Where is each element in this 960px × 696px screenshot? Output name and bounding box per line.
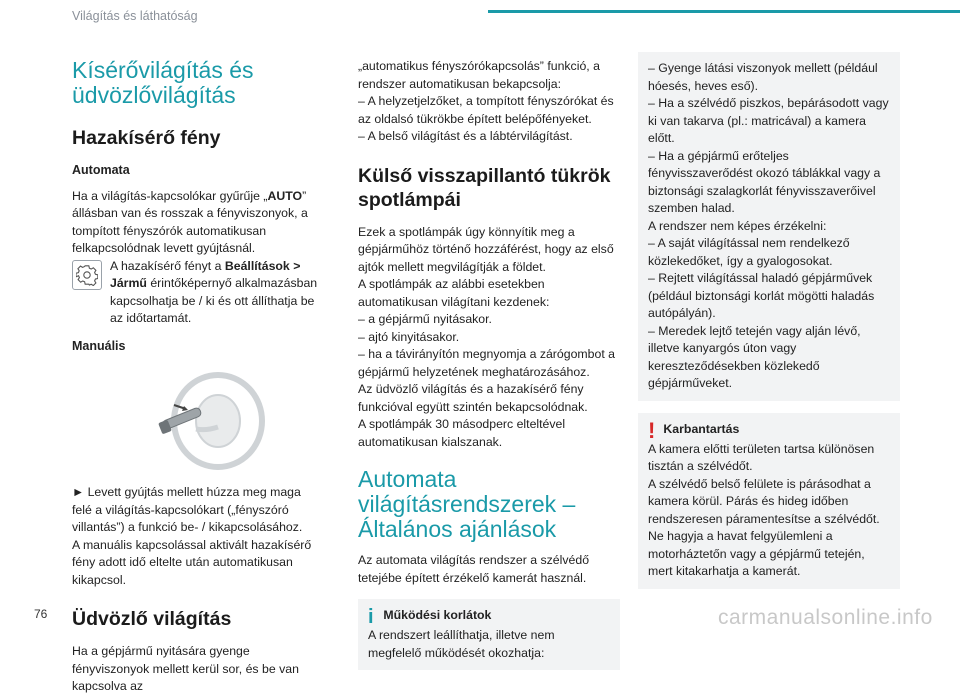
list1-item: – A helyzetjelzőket, a tompított fényszórókat és az oldalsó tükrökbe épített belépőfényeket. [358,94,614,126]
heading-mirror-spotlights: Külső visszapillantó tükrök spotlámpái [358,164,611,211]
light-stalk-illustration [146,369,266,474]
list-a-item: – Ha a szélvédő piszkos, bepárásodott vagy ki van takarva (pl.: matricával) a kamera előtt. [648,96,889,145]
paragraph-mirror-4: A spotlámpák 30 másodperc elteltével automatikusan kialszanak. [358,417,566,449]
paragraph-manual-1: ► Levett gyújtás mellett húzza meg maga felé a világítás-kapcsolókart („fényszóró villantás”) a funkció be- / kikapcsolásához. [72,485,303,534]
paragraph-continued: „automatikus fényszórókapcsolás” funkció, a rendszer automatikusan bekapcsolja: [358,59,600,91]
paragraph-cannot-detect: A rendszer nem képes érzékelni: [648,218,827,233]
heading-auto-lighting: Automata világításrendszerek – Általános ajánlások [358,466,576,542]
maintenance-box [638,413,900,589]
subheading-manual: Manuális [72,338,126,353]
settings-note [72,258,322,328]
gear-icon [72,260,102,290]
limits-continued-box [638,52,900,401]
list-b-item: – A saját világítással nem rendelkező közlekedőket, így a gyalogosokat. [648,236,850,268]
paragraph-auto: Ha a világítás-kapcsolókar gyűrűje „AUTO” állásban van és rosszak a fényviszonyok, a tompított fényszórók automatikusan felkapcsolódnak levett gyújtásnál. [72,188,308,255]
warning-icon: ! [648,417,656,443]
info-box-limits [358,599,620,670]
maintenance-line: Ne hagyja a havat felgyülemleni a motorháztetőn vagy a gépjármű tetején, mert kitakarhatja a kamerát. [648,529,865,578]
maintenance-line: A kamera előtti területen tartsa különösen tisztán a szélvédőt. [648,441,875,473]
info-title: Működési korlátok [383,608,492,622]
header-accent-bar [488,10,960,13]
paragraph-auto-lighting: Az automata világítás rendszer a szélvédő tetejébe épített érzékelő kamerát használ. [358,553,590,585]
list-a-item: – Gyenge látási viszonyok mellett (például hóesés, heves eső). [648,61,878,93]
paragraph-mirror-2: A spotlámpák az alábbi esetekben automatikusan világítani kezdenek: [358,277,550,309]
maintenance-line: A szélvédő belső felülete is párásodhat a kamera körül. Párás és hideg időben rendszeresen páramentesítse a szélvédőt. [648,476,880,526]
maintenance-title: Karbantartás [663,421,740,436]
paragraph-settings: A hazakísérő fényt a Beállítások > Jármű érintőképernyő alkalmazásban kapcsolhatja be / ki és ott állíthatja be az időtartamát. [110,258,318,325]
paragraph-mirror-1: Ezek a spotlámpák úgy könnyítik meg a gépjárműhöz történő hozzáférést, hogy az első ajtók mellett megvilágítják a földet. [358,224,614,274]
list2-item: – ha a távirányítón megnyomja a zárógombot a gépjármű helyzetének meghatározásához. [358,347,616,379]
column-2 [358,58,620,670]
subheading-automatic: Automata [72,163,130,177]
paragraph-manual-2: A manuális kapcsolással aktivált hazakísérő fény adott idő eltelte után automatikusan kikapcsol. [72,537,312,587]
list1-item: – A belső világítást és a lábtérvilágítást. [358,129,573,143]
chapter-title [72,58,322,108]
list-a-item: – Ha a gépjármű erőteljes fényvisszaverődést okozó táblákkal vagy a biztonsági szalagkorlát fényvisszaverőivel szemben halad. [648,148,881,215]
info-text: A rendszert leállíthatja, illetve nem megfelelő működését okozhatja: [368,628,555,660]
list2-item: – a gépjármű nyitásakor. [358,312,492,326]
paragraph-welcome: Ha a gépjármű nyitására gyenge fényviszonyok mellett kerül sor, és be van kapcsolva az [72,644,299,693]
chapter-title-line1: Kísérővilágítás és [72,57,254,83]
chapter-title-line2: üdvözlővilágítás [72,82,236,108]
heading-welcome-light: Üdvözlő világítás [72,608,232,630]
section-header-title: Világítás és láthatóság [72,9,198,23]
column-3 [638,52,900,589]
heading-escort-light: Hazakísérő fény [72,127,221,149]
list-b-item: – Rejtett világítással haladó gépjárművek (például biztonsági korlát mögötti haladás autópályán). [648,271,875,320]
list2-item: – ajtó kinyitásakor. [358,329,460,344]
column-1 [72,58,322,696]
info-icon: i [368,606,374,628]
watermark: carmanualsonline.info [718,606,933,629]
page-number: 76 [34,607,48,621]
list-b-item: – Meredek lejtő tetején vagy alján lévő, illetve kanyargós úton vagy kereszteződésekben közlekedő gépjárműveket. [648,323,861,390]
paragraph-mirror-3: Az üdvözlő világítás és a hazakísérő fény funkcióval együtt szintén bekapcsolódnak. [358,382,588,414]
